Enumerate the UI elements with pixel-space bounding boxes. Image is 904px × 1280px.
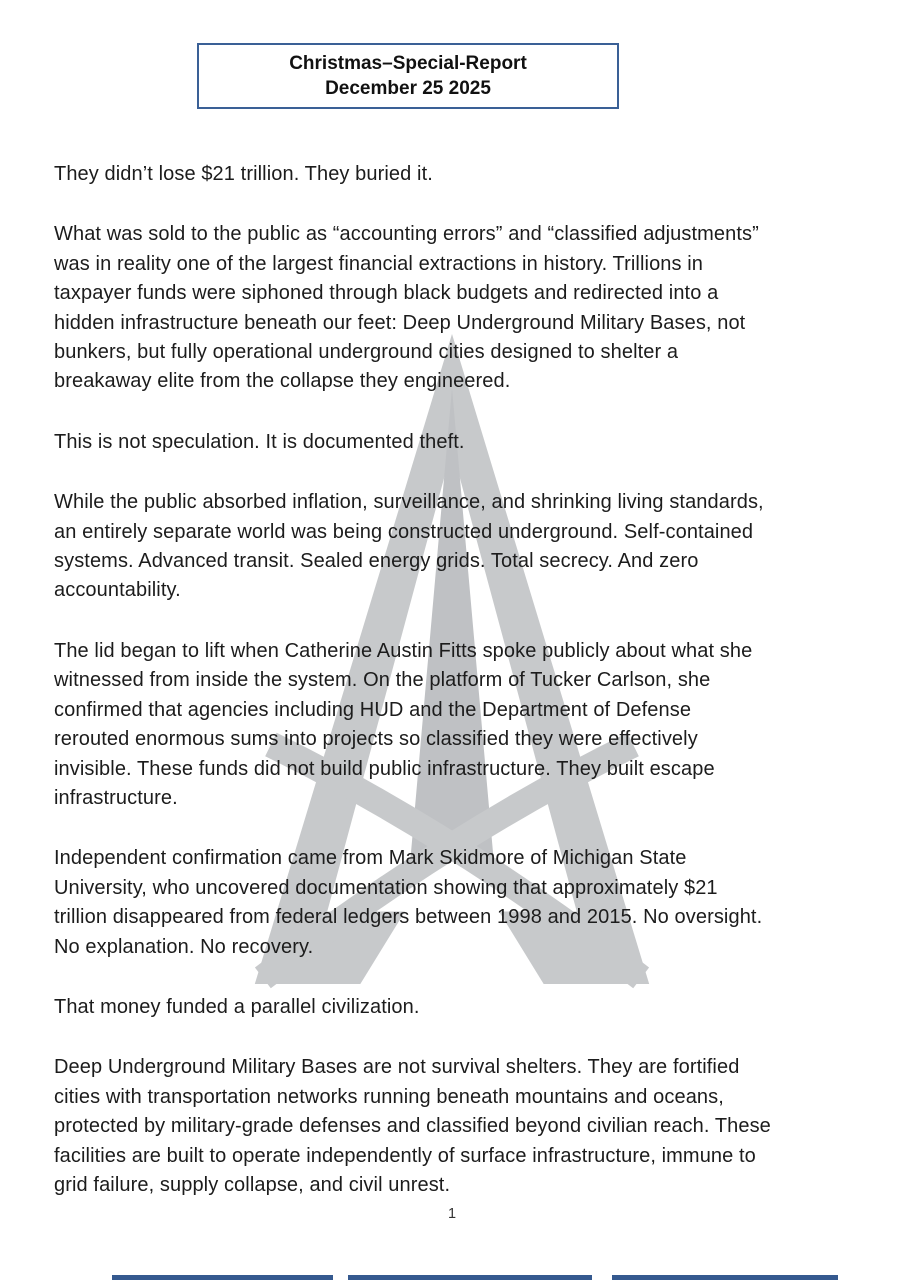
text-line: They didn’t lose $21 trillion. They buried it. xyxy=(54,163,433,185)
text-line: The lid began to lift when Catherine Austin Fitts spoke publicly about what she xyxy=(54,639,753,662)
text-line: While the public absorbed inflation, surveillance, and shrinking living standards, xyxy=(54,491,764,514)
paragraph xyxy=(54,993,868,1022)
paragraph xyxy=(54,1053,868,1200)
text-line: systems. Advanced transit. Sealed energy grids. Total secrecy. And zero xyxy=(54,550,699,573)
paragraph xyxy=(54,220,868,396)
text-line: an entirely separate world was being constructed underground. Self-contained xyxy=(54,520,754,543)
text-line: rerouted enormous sums into projects so classified they were effectively xyxy=(54,728,698,751)
text-line: cities with transportation networks running beneath mountains and oceans, xyxy=(54,1085,724,1108)
report-header-box xyxy=(197,43,619,109)
page-break-bar xyxy=(612,1275,838,1280)
text-line: What was sold to the public as “accounting errors” and “classified adjustments” xyxy=(54,223,759,246)
text-line: trillion disappeared from federal ledgers between 1998 and 2015. No oversight. xyxy=(54,906,763,929)
text-line: accountability. xyxy=(54,579,181,602)
text-line: was in reality one of the largest financial extractions in history. Trillions in xyxy=(54,252,704,275)
text-line: That money funded a parallel civilization. xyxy=(54,995,420,1018)
text-line: hidden infrastructure beneath our feet: Deep Underground Military Bases, not xyxy=(54,311,746,334)
text-line: infrastructure. xyxy=(54,786,178,809)
text-line: breakaway elite from the collapse they engineered. xyxy=(54,370,511,393)
paragraph xyxy=(54,637,868,813)
paragraph xyxy=(54,428,868,457)
text-line: confirmed that agencies including HUD and the Department of Defense xyxy=(54,698,692,721)
text-line: taxpayer funds were siphoned through black budgets and redirected into a xyxy=(54,282,719,305)
text-line: University, who uncovered documentation showing that approximately $21 xyxy=(54,876,718,899)
page-break-bar xyxy=(112,1275,333,1280)
report-title: Christmas–Special-Report xyxy=(289,53,527,74)
document-body xyxy=(54,160,868,1231)
text-line: witnessed from inside the system. On the platform of Tucker Carlson, she xyxy=(54,669,711,692)
paragraph xyxy=(54,160,868,189)
text-line: No explanation. No recovery. xyxy=(54,935,314,958)
page-break-bar xyxy=(348,1275,592,1280)
paragraph xyxy=(54,844,868,962)
text-line: bunkers, but fully operational underground cities designed to shelter a xyxy=(54,341,679,364)
page-number: 1 xyxy=(447,1206,457,1222)
text-line: protected by military-grade defenses and classified beyond civilian reach. These xyxy=(54,1115,771,1138)
text-line: invisible. These funds did not build public infrastructure. They built escape xyxy=(54,757,715,780)
text-line: facilities are built to operate independently of surface infrastructure, immune to xyxy=(54,1144,756,1167)
text-line: Independent confirmation came from Mark Skidmore of Michigan State xyxy=(54,847,687,870)
text-line: Deep Underground Military Bases are not survival shelters. They are fortified xyxy=(54,1056,740,1079)
report-date: December 25 2025 xyxy=(325,78,491,99)
text-line: This is not speculation. It is documented theft. xyxy=(54,430,465,453)
paragraph xyxy=(54,488,868,606)
text-line: grid failure, supply collapse, and civil unrest. xyxy=(54,1173,451,1196)
